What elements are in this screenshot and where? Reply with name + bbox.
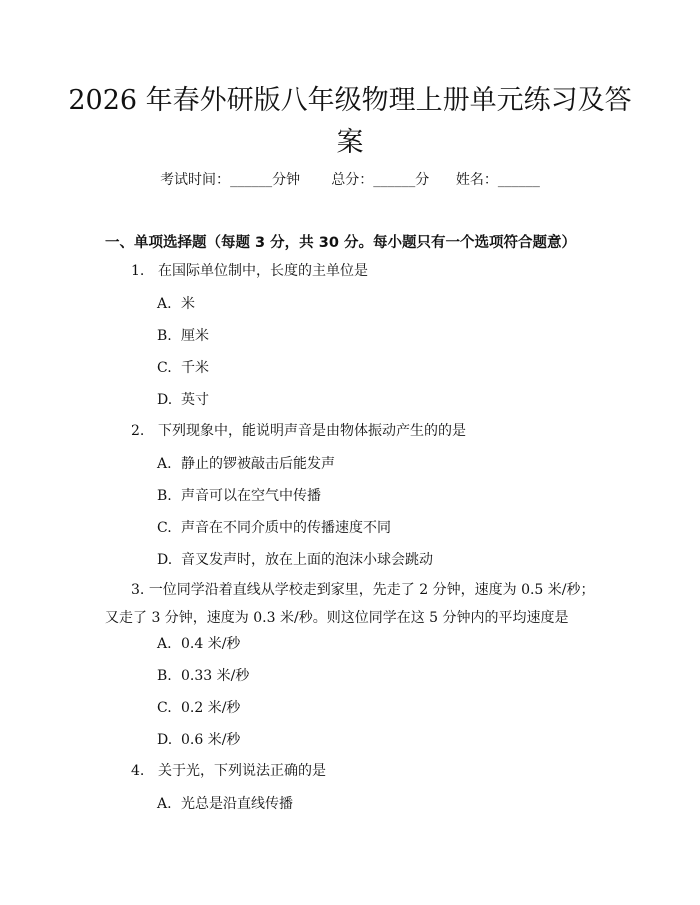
question-3 bbox=[105, 576, 605, 632]
option-4a bbox=[157, 793, 293, 813]
page-title: 2026 年春外研版八年级物理上册单元练习及答案 bbox=[68, 85, 632, 158]
option-2b bbox=[157, 485, 321, 505]
option-2a bbox=[157, 453, 335, 473]
question-number: 3. bbox=[131, 582, 145, 598]
question-4 bbox=[131, 761, 326, 781]
option-letter: B. bbox=[157, 488, 172, 504]
option-1a bbox=[157, 293, 195, 313]
exam-info bbox=[0, 169, 700, 189]
option-text: 0.33 米/秒 bbox=[181, 668, 250, 684]
option-text: 0.6 米/秒 bbox=[181, 732, 241, 748]
option-letter: D. bbox=[157, 732, 173, 748]
option-letter: B. bbox=[157, 668, 172, 684]
score-unit: 分 bbox=[415, 172, 430, 188]
option-text: 静止的锣被敲击后能发声 bbox=[181, 456, 335, 472]
name-label: 姓名： bbox=[455, 172, 498, 188]
option-2c bbox=[157, 517, 391, 537]
option-3b bbox=[157, 665, 249, 685]
option-text: 光总是沿直线传播 bbox=[181, 796, 293, 812]
option-2d bbox=[157, 549, 433, 569]
option-3a bbox=[157, 633, 240, 653]
time-label: 考试时间： bbox=[160, 172, 231, 188]
question-number: 1. bbox=[131, 263, 145, 279]
question-text: 下列现象中，能说明声音是由物体振动产生的的是 bbox=[158, 423, 466, 439]
option-text: 音叉发声时，放在上面的泡沫小球会跳动 bbox=[181, 552, 433, 568]
option-text: 米 bbox=[181, 296, 195, 312]
option-3d bbox=[157, 729, 240, 749]
option-letter: B. bbox=[157, 328, 172, 344]
option-letter: C. bbox=[157, 520, 172, 536]
option-letter: D. bbox=[157, 552, 173, 568]
question-text: 在国际单位制中，长度的主单位是 bbox=[158, 263, 368, 279]
question-number: 2. bbox=[131, 423, 145, 439]
section-heading: 一、单项选择题（每题 3 分，共 30 分。每小题只有一个选项符合题意） bbox=[105, 235, 576, 251]
time-blank: ______ bbox=[230, 172, 273, 188]
option-text: 声音在不同介质中的传播速度不同 bbox=[181, 520, 391, 536]
option-letter: A. bbox=[157, 456, 172, 472]
question-text: 关于光，下列说法正确的是 bbox=[158, 763, 326, 779]
option-letter: C. bbox=[157, 360, 172, 376]
question-number: 4. bbox=[131, 763, 145, 779]
option-letter: A. bbox=[157, 636, 172, 652]
option-letter: A. bbox=[157, 796, 172, 812]
option-letter: A. bbox=[157, 296, 172, 312]
option-text: 英寸 bbox=[181, 392, 209, 408]
name-blank: ______ bbox=[497, 172, 540, 188]
option-letter: C. bbox=[157, 700, 172, 716]
option-1d bbox=[157, 389, 209, 409]
option-letter: D. bbox=[157, 392, 173, 408]
score-label: 总分： bbox=[331, 172, 374, 188]
option-text: 0.2 米/秒 bbox=[181, 700, 241, 716]
time-unit: 分钟 bbox=[272, 172, 301, 188]
option-text: 声音可以在空气中传播 bbox=[181, 488, 321, 504]
option-text: 厘米 bbox=[181, 328, 209, 344]
question-text: 一位同学沿着直线从学校走到家里，先走了 2 分钟，速度为 0.5 米/秒；又走了 3 分钟，速度为 0.3 米/秒。则这位同学在这 5 分钟内的平均速度是 bbox=[105, 582, 595, 626]
option-text: 千米 bbox=[181, 360, 209, 376]
option-1c bbox=[157, 357, 209, 377]
option-1b bbox=[157, 325, 209, 345]
question-1 bbox=[131, 261, 368, 281]
score-blank: ______ bbox=[373, 172, 416, 188]
option-3c bbox=[157, 697, 240, 717]
option-text: 0.4 米/秒 bbox=[181, 636, 241, 652]
question-2 bbox=[131, 421, 466, 441]
